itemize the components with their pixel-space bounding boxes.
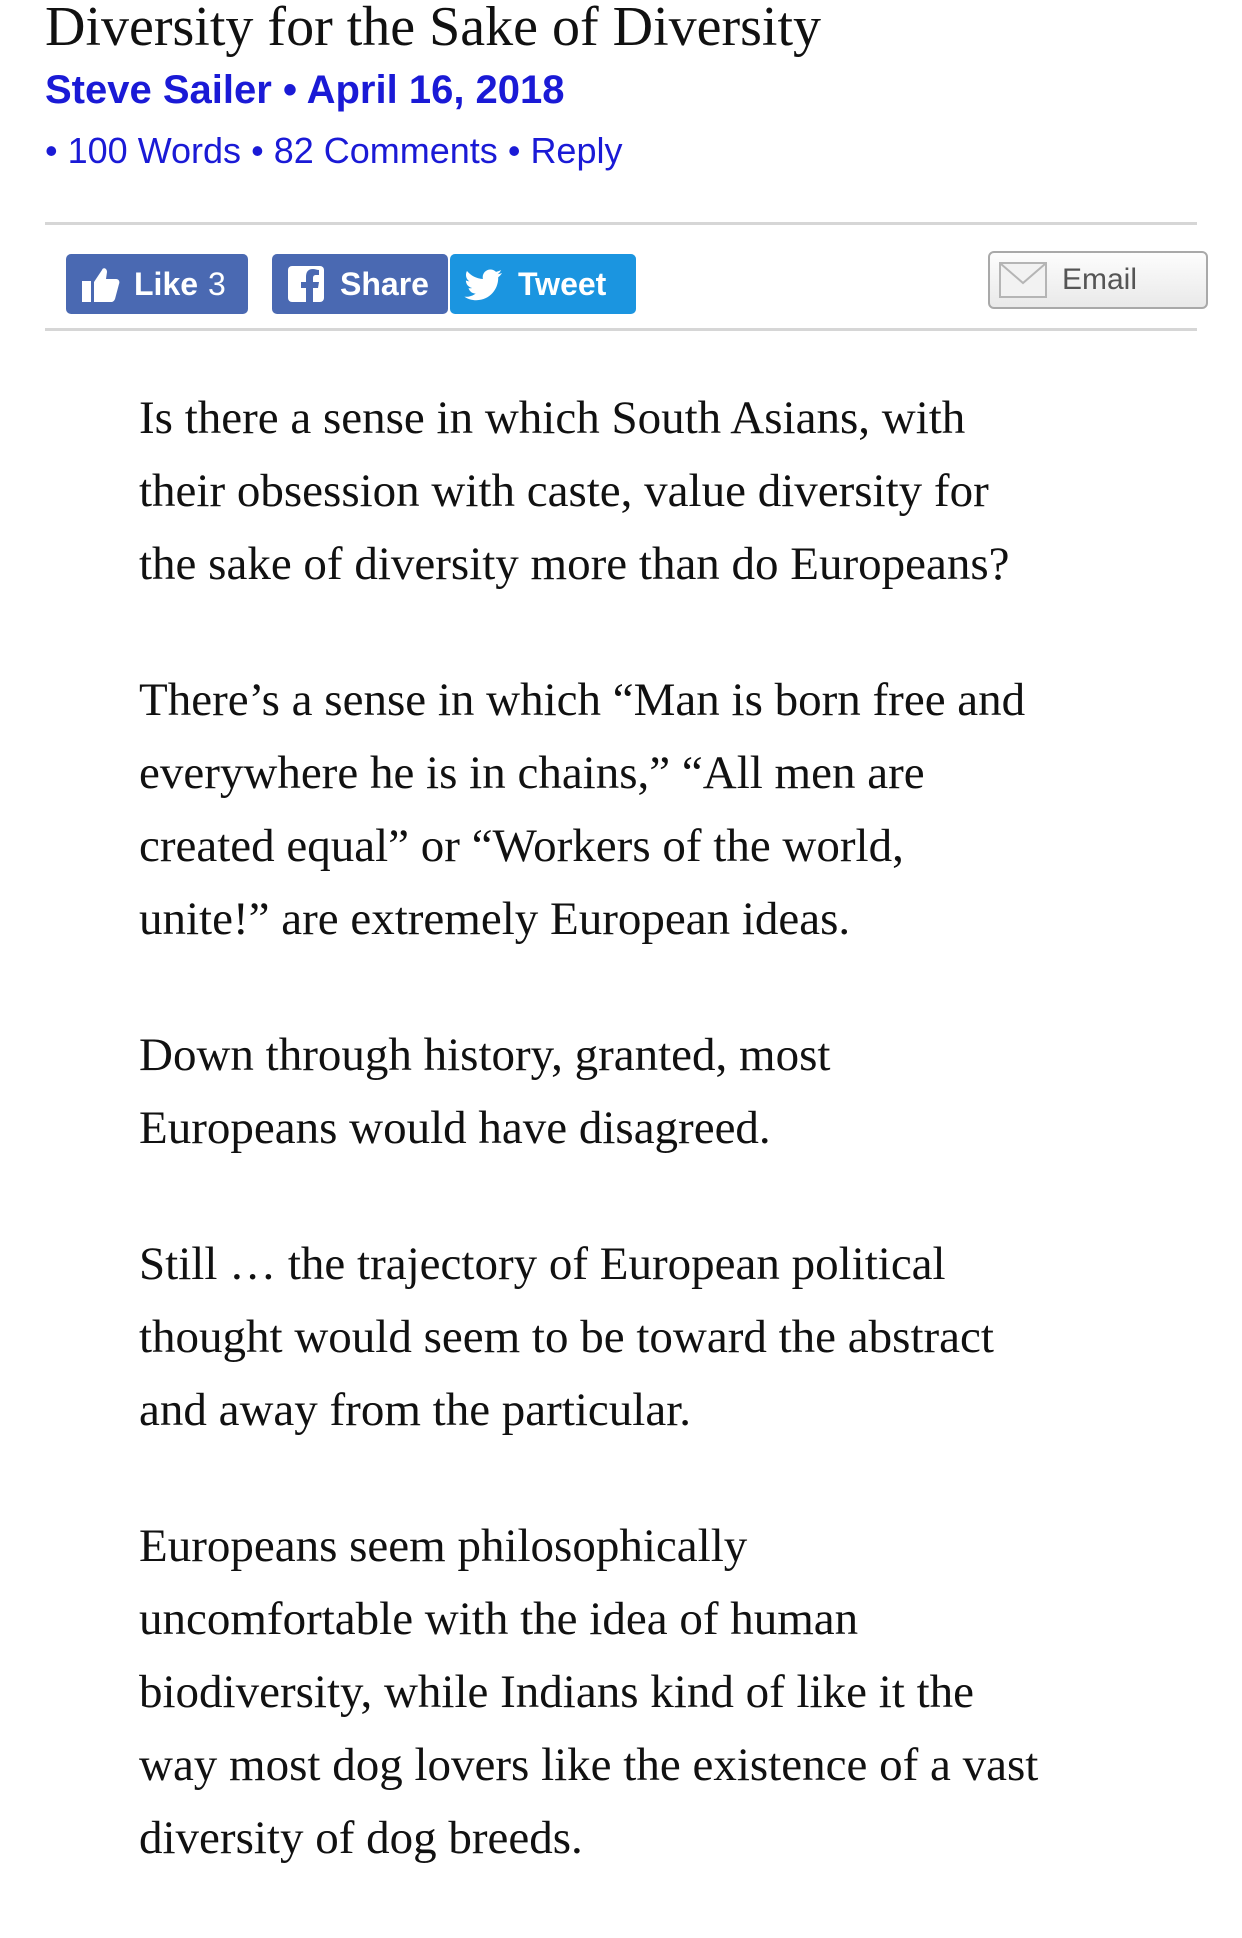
paragraph-line: their obsession with caste, value diversity for (139, 465, 989, 517)
paragraph (139, 382, 1179, 601)
meta-bullet: • (45, 130, 58, 171)
share-label: Share (340, 266, 429, 302)
paragraph (139, 1510, 1179, 1875)
paragraph-line: Europeans seem philosophically (139, 1520, 748, 1572)
paragraph-line: Is there a sense in which South Asians, with (139, 392, 966, 444)
paragraph-line: the sake of diversity more than do Europeans? (139, 538, 1010, 590)
thumbs-up-icon (80, 264, 120, 304)
paragraph-line: everywhere he is in chains,” “All men are (139, 747, 925, 799)
paragraph-line: Europeans would have disagreed. (139, 1102, 771, 1154)
article-meta (45, 129, 622, 173)
tweet-label: Tweet (518, 266, 607, 302)
paragraph-line: Still … the trajectory of European political (139, 1238, 946, 1290)
date-link[interactable]: April 16, 2018 (306, 68, 565, 112)
twitter-bird-icon (464, 264, 504, 304)
paragraph-line: diversity of dog breeds. (139, 1812, 583, 1864)
paragraph-line: created equal” or “Workers of the world, (139, 820, 904, 872)
paragraph (139, 664, 1179, 956)
like-label: Like (134, 266, 199, 302)
meta-bullet: • (507, 130, 521, 171)
word-count-link[interactable]: 100 Words (67, 130, 242, 171)
tweet-button[interactable] (450, 254, 636, 314)
article-body (139, 382, 1179, 1938)
paragraph-line: way most dog lovers like the existence of a vast (139, 1739, 1039, 1791)
facebook-icon (286, 264, 326, 304)
paragraph-line: thought would seem to be toward the abstract (139, 1311, 994, 1363)
paragraph-line: biodiversity, while Indians kind of like it the (139, 1666, 974, 1718)
facebook-like-button[interactable] (66, 254, 248, 314)
comments-link[interactable]: 82 Comments (273, 130, 498, 171)
meta-bullet: • (251, 130, 264, 171)
paragraph (139, 1228, 1179, 1447)
like-count: 3 (208, 266, 226, 302)
paragraph-line: Down through history, granted, most (139, 1029, 831, 1081)
divider-top (45, 222, 1197, 225)
byline-separator: • (282, 68, 297, 112)
paragraph-line: uncomfortable with the idea of human (139, 1593, 859, 1645)
paragraph-line: There’s a sense in which “Man is born free and (139, 674, 1026, 726)
article-title: Diversity for the Sake of Diversity (45, 0, 822, 58)
divider-bottom (45, 328, 1197, 331)
email-label: Email (1062, 263, 1138, 296)
reply-link[interactable]: Reply (530, 130, 623, 171)
paragraph (139, 1019, 1179, 1165)
paragraph-line: unite!” are extremely European ideas. (139, 893, 851, 945)
byline (45, 66, 565, 114)
paragraph-line: and away from the particular. (139, 1384, 692, 1436)
author-link[interactable]: Steve Sailer (45, 68, 272, 112)
facebook-share-button[interactable] (272, 254, 448, 314)
envelope-icon (998, 259, 1048, 301)
email-button[interactable] (988, 251, 1208, 309)
